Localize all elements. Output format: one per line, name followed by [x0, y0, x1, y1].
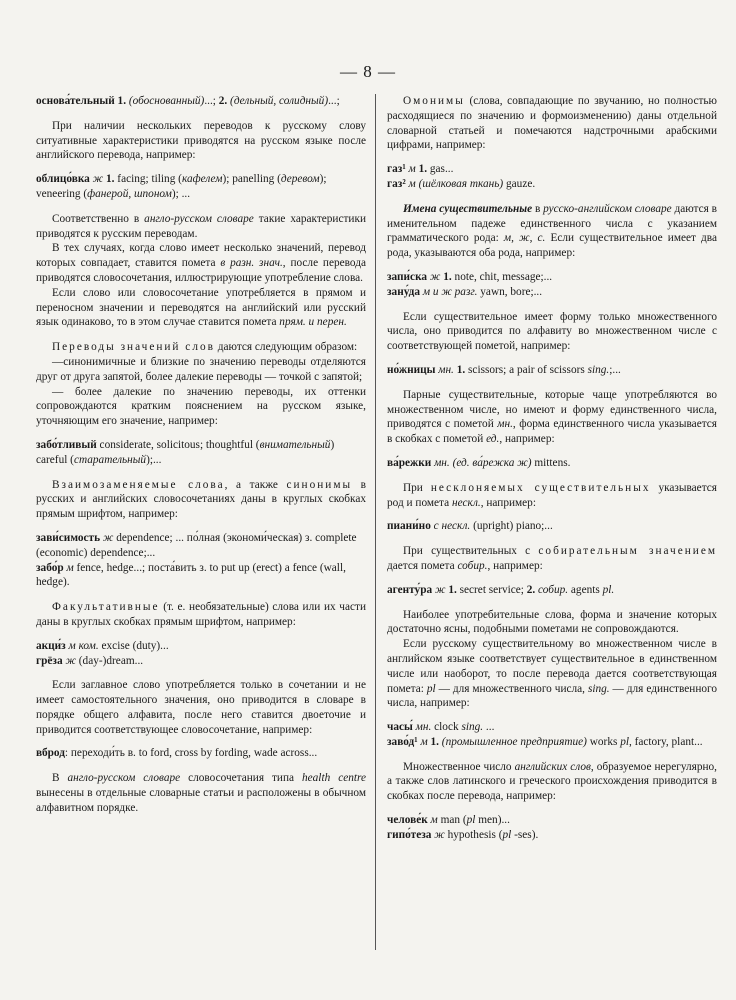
entry-zabor: забо́р м fence, hedge...; поста́вить з. to put up (erect) a fence (wall, hedge).: [36, 561, 346, 589]
paragraph: — более далекие по значению переводы, их оттенки сопровождаются кратким пояснением на русском языке, уточняющим его значение, например:: [36, 385, 366, 428]
paragraph: Если заглавное слово употребляется только в сочетании и не имеет самостоятельного значения, оно приводится в словаре в порядке общего алфавита, после него ставится двоеточие и приводится соответствующее словосочетание, например:: [36, 679, 366, 736]
entry-zavod: заво́д¹ м 1. (промышленное предприятие) works pl, factory, plant...: [387, 735, 703, 748]
entry-zavisimost: зави́симость ж dependence; ... по́лная (экономи́ческая) з. complete (economic) dependence;...: [36, 531, 357, 559]
entries-group: [36, 639, 366, 669]
entry-pianino: пиани́но с нескл. (upright) piano;...: [387, 520, 553, 533]
entries-group: [387, 720, 717, 750]
paragraph: При несклоняемых существительных указывается род и помета нескл., например:: [387, 481, 717, 509]
entry-chasy: часы́ мн. clock sing. ...: [387, 721, 495, 734]
left-column: [36, 94, 366, 816]
entries-group: [387, 270, 717, 300]
entry-chelovek: челове́к м man (pl men)...: [387, 814, 510, 827]
entry-gipoteza: гипо́теза ж hypothesis (pl -ses).: [387, 828, 539, 841]
paragraph: При наличии нескольких переводов к русскому слову ситуативные характеристики приводятся на русском языке после английского перевода, например:: [36, 119, 366, 162]
entry-gryoza: грёза ж (day-)dream...: [36, 654, 144, 667]
paragraph: В англо-русском словаре словосочетания типа health centre вынесены в отдельные словарные статьи и расположены в обычном алфавитном порядке.: [36, 772, 367, 814]
entry-agentura: агенту́ра ж 1. secret service; 2. собир. agents pl.: [387, 583, 615, 596]
paragraph: В тех случаях, когда слово имеет несколько значений, перевод которых совпадает, ставится помета в разн. знач., после перевода приводятся словосочетания, иллюстрирующие употребление слова.: [36, 242, 366, 284]
entry-aktsiz: акци́з м ком. excise (duty)...: [36, 639, 169, 652]
paragraph: Факультативные (т. е. необязательные) слова или их части даны в круглых скобках прямым шрифтом, например:: [36, 601, 366, 628]
entries-group: [36, 531, 366, 590]
entries-group: [387, 813, 717, 843]
entries-group: [387, 162, 717, 192]
paragraph: Множественное число английских слов, образуемое нерегулярно, а также слов латинского и греческого происхождения приводится в скобках после перевода, например:: [387, 760, 717, 803]
paragraph: Наиболее употребительные слова, форма и значение которых достаточно ясны, подобными пометами не сопровождаются.: [387, 608, 717, 636]
entry-vbrod: вброд: переходи́ть в. to ford, cross by fording, wade across...: [36, 747, 318, 760]
entry-nozhnitsy: но́жницы мн. 1. scissors; a pair of scissors sing.;...: [387, 363, 621, 376]
paragraph: Омонимы (слова, совпадающие по звучанию, но полностью расходящиеся по значению и формоизменению) даны отдельной словарной статьей и помечаются надстрочными арабскими цифрами, например:: [387, 95, 717, 152]
paragraph: Если существительное имеет форму только множественного числа, оно приводится по алфавиту во множественном числе с соответствующей пометой, например:: [387, 310, 717, 353]
paragraph: При существительных с собирательным значением дается помета собир., например:: [387, 545, 717, 572]
paragraph: Парные существительные, которые чаще употребляются во множественном числе, но имеют и форму единственного числа, приводятся с пометой мн., форма единственного числа указывается в скобках с пометой ед., например:: [387, 388, 717, 446]
entry-varezhki: ва́режки мн. (ед. ва́режка ж) mittens.: [387, 456, 571, 469]
entry-gaz-1: газ¹ м 1. gas...: [387, 163, 454, 176]
right-column: [387, 94, 717, 843]
paragraph: Взаимозаменяемые слова, а также синонимы в русских и английских словосочетаниях даны в круглых скобках прямым шрифтом, например:: [36, 478, 367, 521]
paragraph: Соответственно в англо-русском словаре такие характеристики приводятся к русским переводам.: [36, 212, 367, 240]
entry-gaz-2: газ² м (шёлковая ткань) gauze.: [387, 177, 536, 190]
page-number: — 8 —: [340, 62, 396, 81]
entry-zabotlivy: забо́тливый considerate, solicitous; thoughtful (внимательный) careful (старательный);...: [36, 438, 335, 466]
entry-oblitsovka: облицо́вка ж 1. facing; tiling (кафелем); panelling (деревом); veneering (фанерой, шпоном); ...: [36, 173, 327, 200]
paragraph: Имена существительные в русско-английском словаре даются в именительном падеже единственного числа с указанием грамматического рода: м, ж, с. Если существительное имеет два рода, указываются оба рода, например:: [387, 202, 718, 260]
column-divider: [375, 94, 376, 950]
entry-osnovatelny: основа́тельный 1. (обоснованный)...; 2. (дельный, солидный)...;: [36, 95, 340, 107]
entry-zapiska: запи́ска ж 1. note, chit, message;...: [387, 270, 553, 283]
entry-zanuda: зану́да м и ж разг. yawn, bore;...: [387, 285, 543, 298]
paragraph: —синонимичные и близкие по значению переводы отделяются друг от друга запятой, более далекие переводы — точкой с запятой;: [36, 355, 366, 383]
paragraph: Если слово или словосочетание употребляется в прямом и переносном значении и переводятся на английский или русский язык одинаково, то в этом случае ставится помета прям. и перен.: [36, 286, 366, 329]
paragraph: Если русскому существительному во множественном числе в английском языке соответствует существительное в единственном числе или наоборот, то после перевода дается соответствующая помета: pl — для множественного числа, sing. — для единственного числа, например:: [387, 638, 718, 710]
paragraph: Переводы значений слов даются следующим образом:: [52, 341, 358, 354]
